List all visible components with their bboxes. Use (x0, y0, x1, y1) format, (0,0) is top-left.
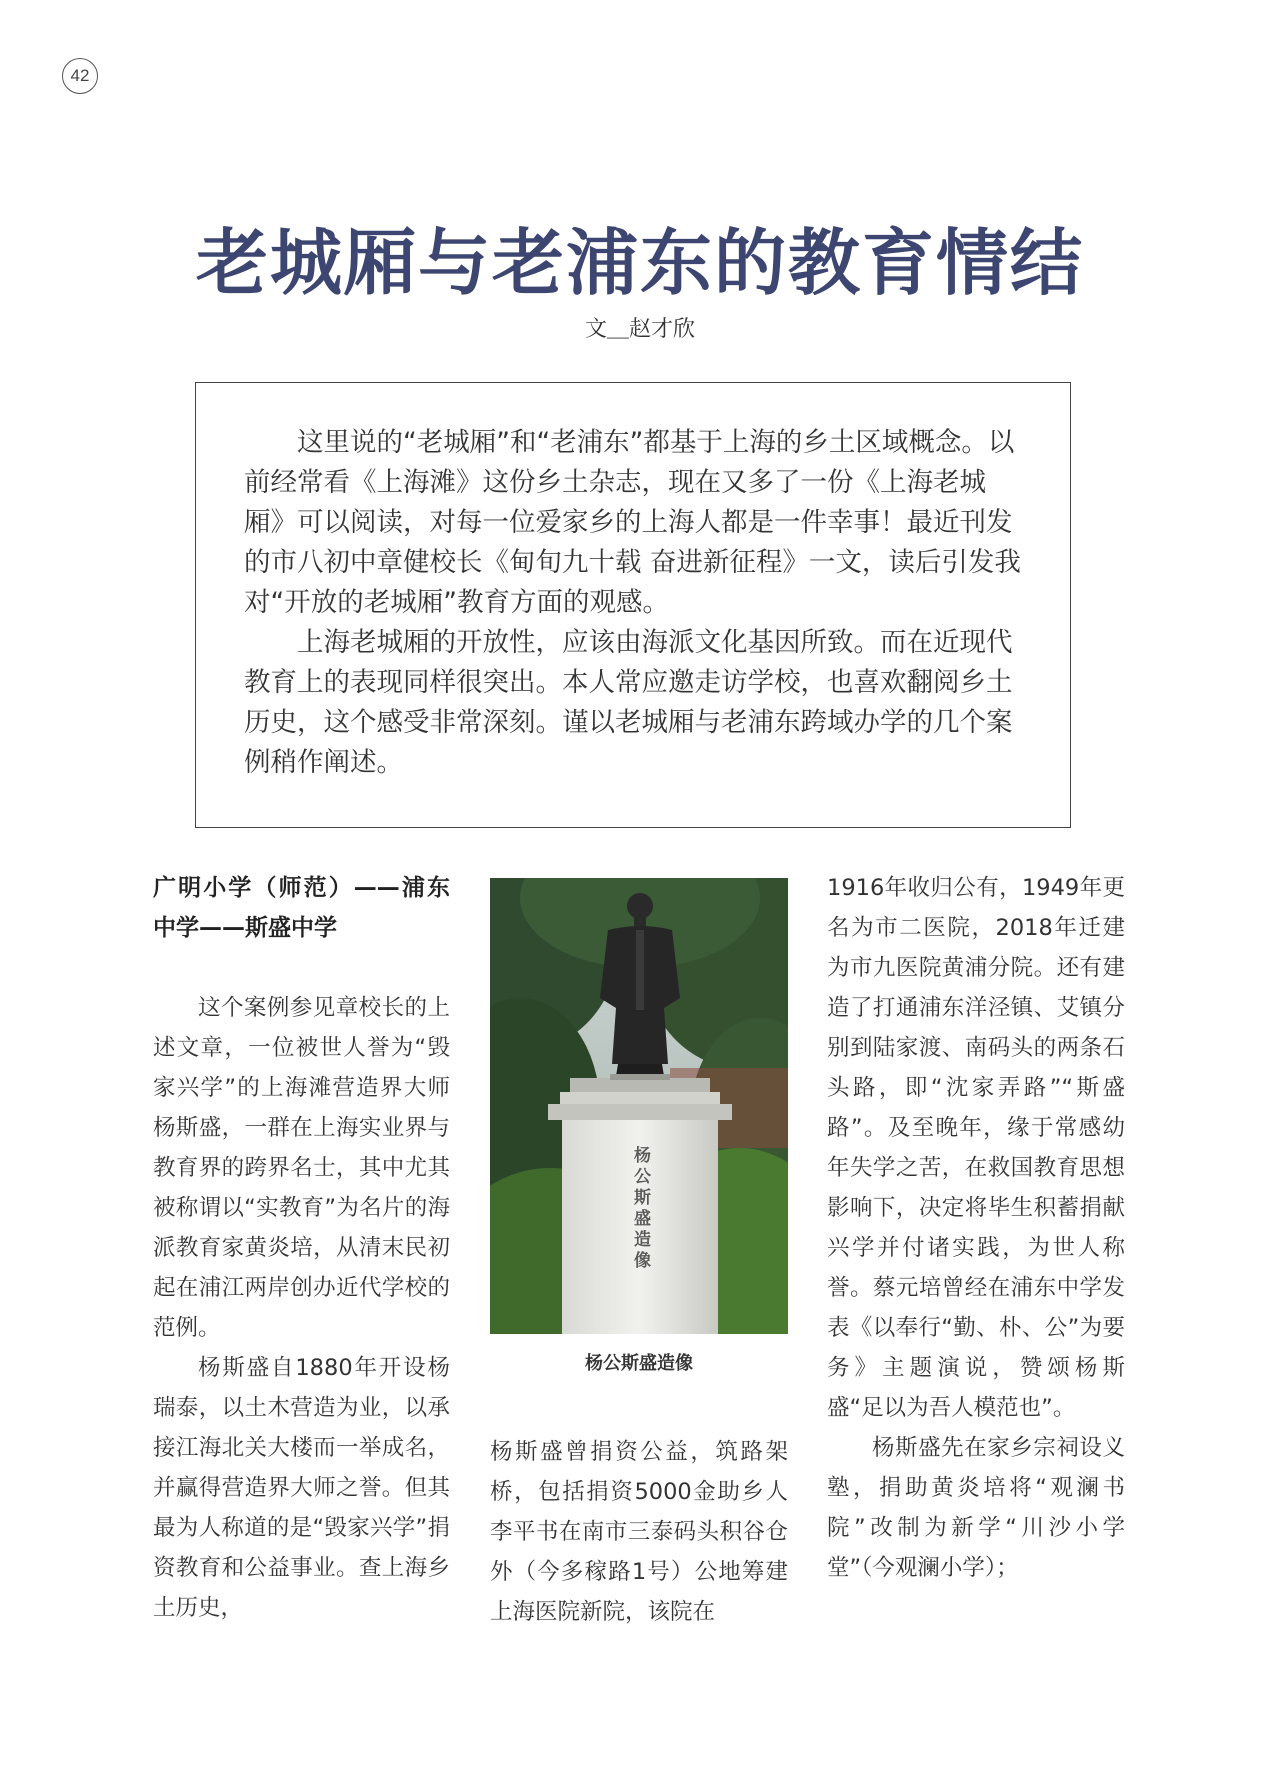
article-byline: 文＿赵才欣 (584, 317, 695, 342)
body-paragraph: 杨斯盛自1880年开设杨瑞泰，以土木营造为业，以承接江海北关大楼而一举成名，并赢得营造界大师之誉。但其最为人称道的是“毁家兴学”捐资教育和公益事业。查上海乡土历史， (153, 1355, 450, 1621)
pedestal-inscription: 杨公斯盛造像 (630, 1146, 650, 1272)
middle-column (490, 1432, 788, 1632)
statue-photo (490, 878, 788, 1334)
statue-illustration (490, 878, 788, 1334)
photo-caption: 杨公斯盛造像 (585, 1353, 693, 1374)
body-paragraph: 杨斯盛曾捐资公益，筑路架桥，包括捐资5000金助乡人李平书在南市三泰码头积谷仓外（今多稼路1号）公地筹建上海医院新院，该院在 (490, 1439, 788, 1625)
abstract-paragraph: 这里说的“老城厢”和“老浦东”都基于上海的乡土区域概念。以前经常看《上海滩》这份乡土杂志，现在又多了一份《上海老城厢》可以阅读，对每一位爱家乡的上海人都是一件幸事！最近刊发的市八初中章健校长《甸旬九十载 奋进新征程》一文，读后引发我对“开放的老城厢”教育方面的观感。 (244, 427, 1021, 618)
right-column (827, 868, 1125, 1588)
body-paragraph: 1916年收归公有，1949年更名为市二医院，2018年迁建为市九医院黄浦分院。还有建造了打通浦东洋泾镇、艾镇分别到陆家渡、南码头的两条石头路，即“沈家弄路”“斯盛路”。及至晚年，缘于常感幼年失学之苦，在救国教育思想影响下，决定将毕生积蓄捐献兴学并付诸实践，为世人称誉。蔡元培曾经在浦东中学发表《以奉行“勤、朴、公”为要务》主题演说，赞颂杨斯盛“足以为吾人模范也”。 (827, 875, 1125, 1421)
abstract-paragraph: 上海老城厢的开放性，应该由海派文化基因所致。而在近现代教育上的表现同样很突出。本人常应邀走访学校，也喜欢翻阅乡土历史，这个感受非常深刻。谨以老城厢与老浦东跨域办学的几个案例稍作阐述。 (244, 627, 1013, 778)
body-paragraph: 杨斯盛先在家乡宗祠设义塾，捐助黄炎培将“观澜书院”改制为新学“川沙小学堂”（今观澜小学）； (827, 1435, 1125, 1581)
abstract-box (195, 382, 1071, 828)
body-paragraph: 这个案例参见章校长的上述文章，一位被世人誉为“毁家兴学”的上海滩营造界大师杨斯盛，一群在上海实业界与教育界的跨界名士，其中尤其被称谓以“实教育”为名片的海派教育家黄炎培，从清末民初起在浦江两岸创办近代学校的范例。 (153, 995, 450, 1341)
page-number: 42 (62, 58, 98, 94)
section-heading: 广明小学（师范）——浦东中学——斯盛中学 (153, 875, 450, 941)
left-column (153, 868, 450, 1628)
article-title: 老城厢与老浦东的教育情结 (195, 220, 1084, 305)
